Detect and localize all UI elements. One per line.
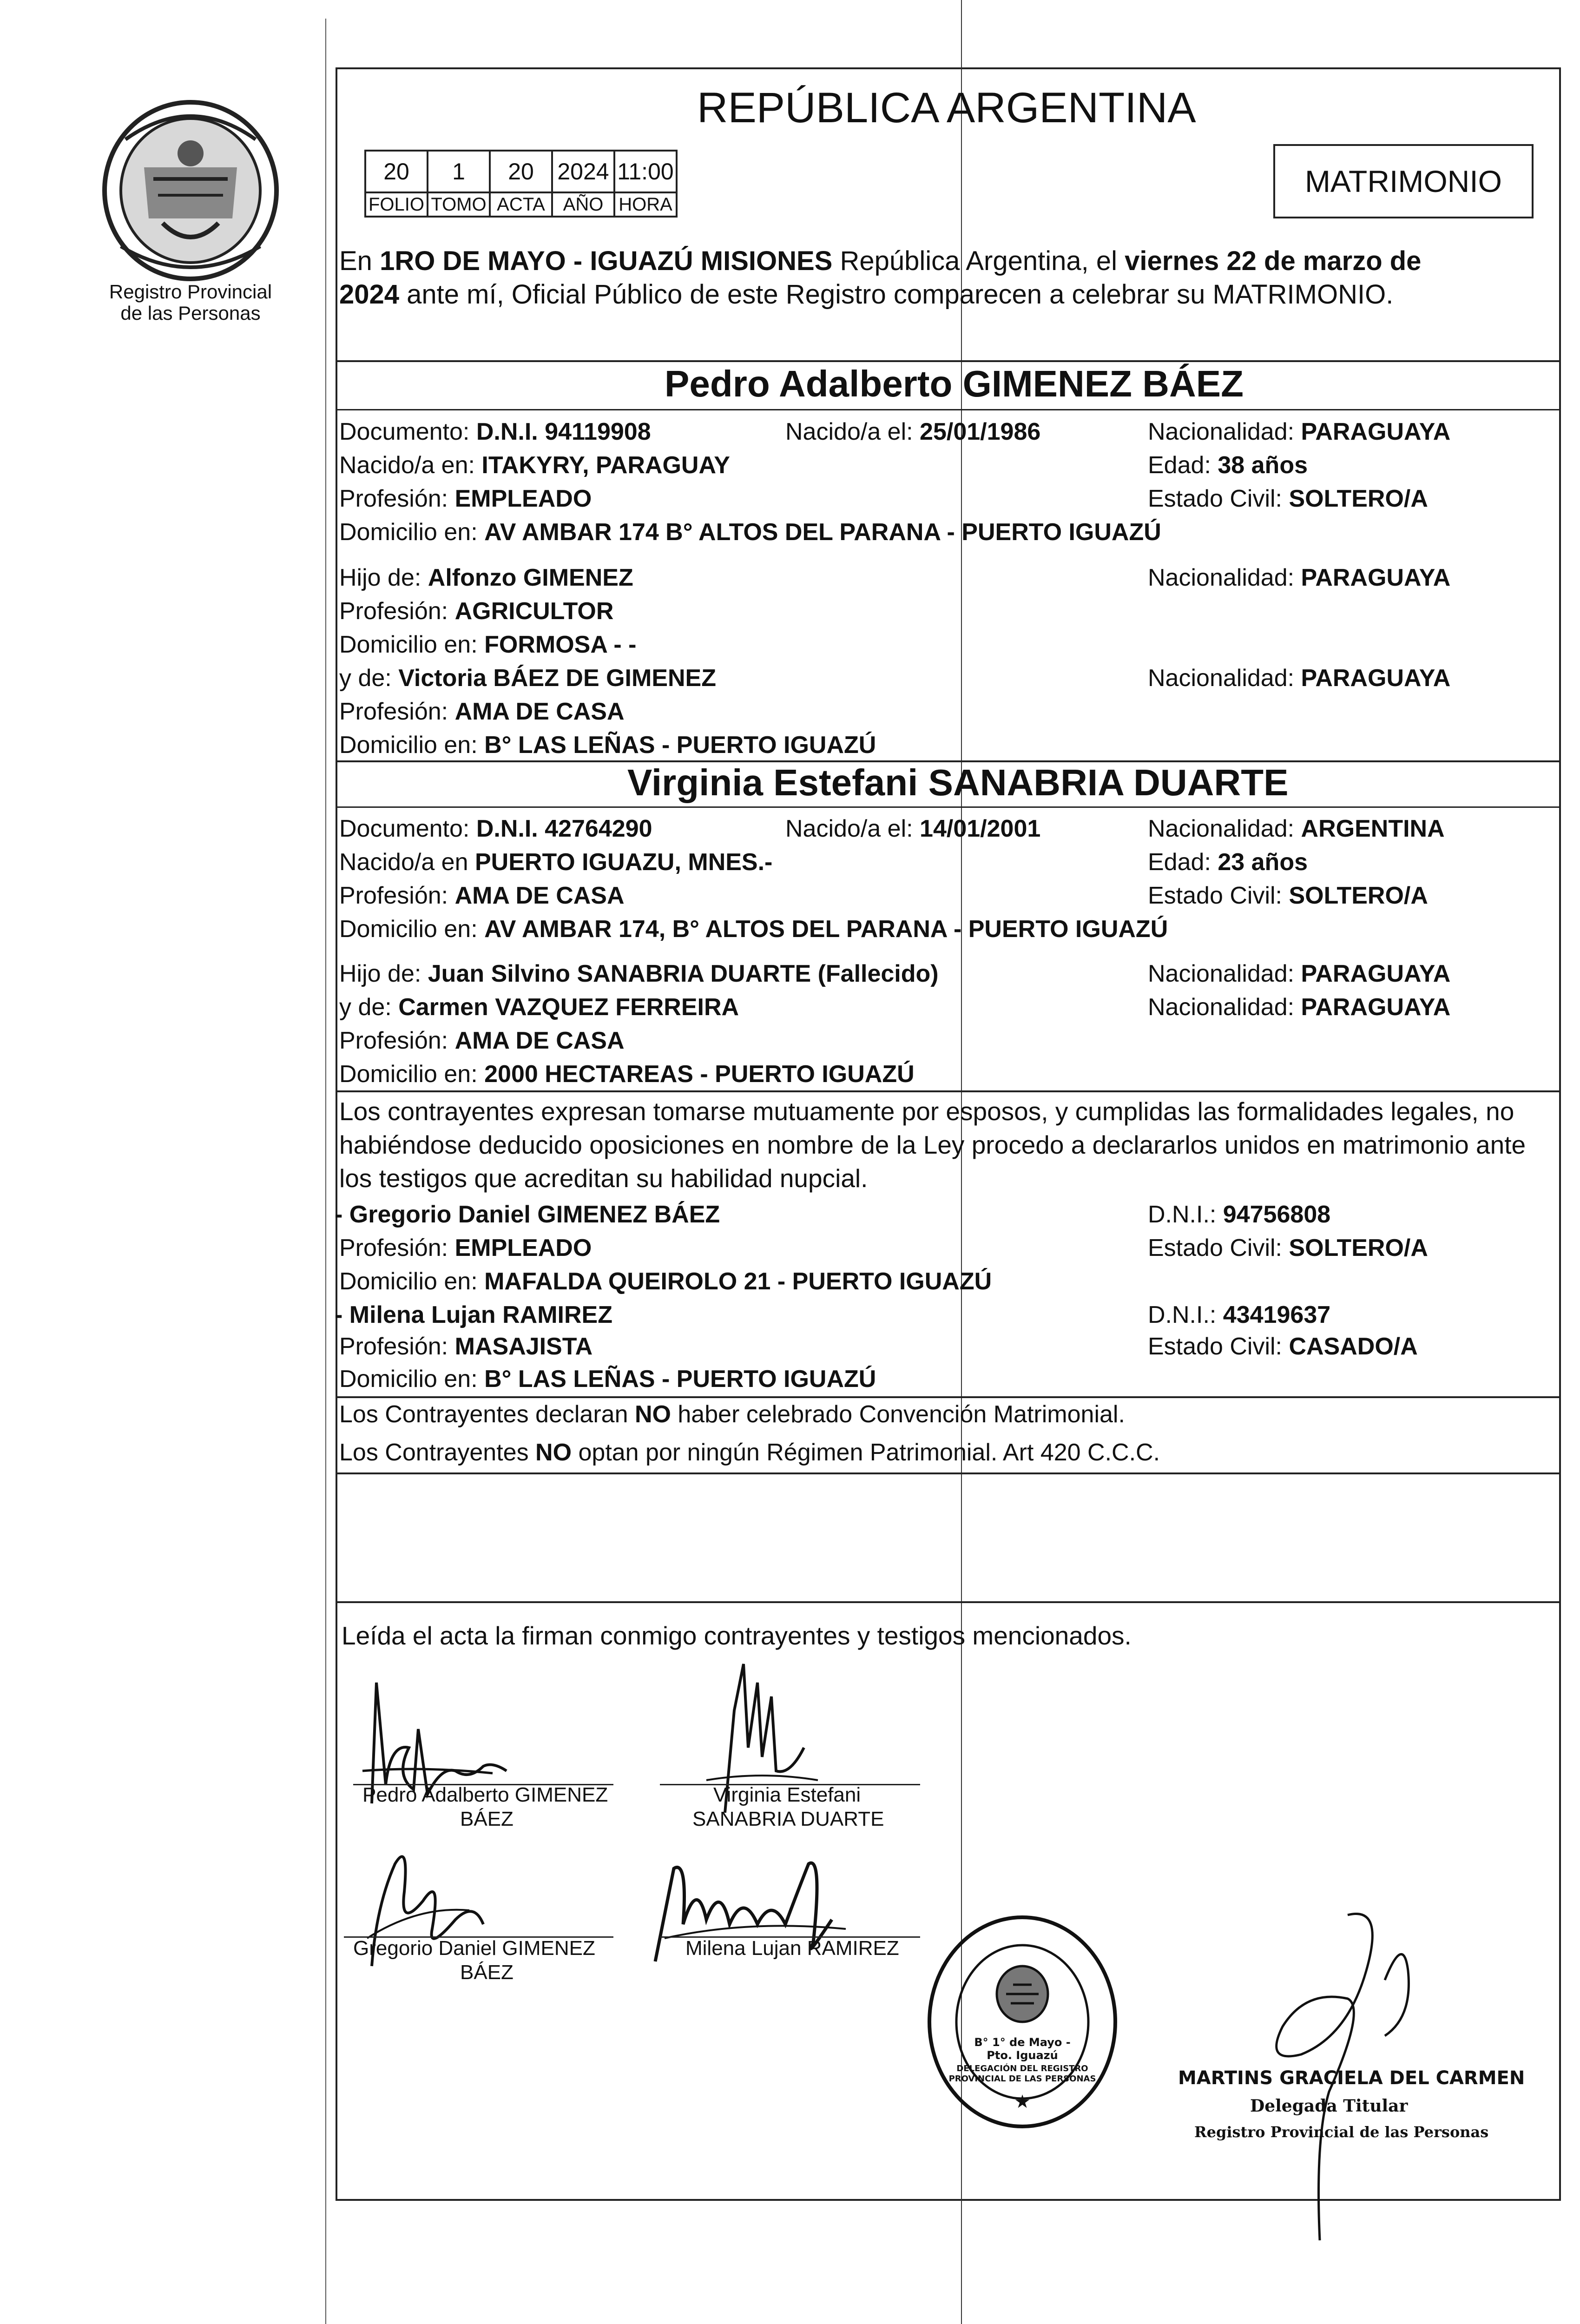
- svg-text:★: ★: [1014, 2092, 1031, 2112]
- witness-2-address: Domicilio en: B° LAS LEÑAS - PUERTO IGUAZÚ: [339, 1366, 876, 1393]
- convention-line-2: Los Contrayentes NO optan por ningún Régimen Patrimonial. Art 420 C.C.C.: [339, 1439, 1160, 1466]
- groom-mother: y de: Victoria BÁEZ DE GIMENEZ: [339, 665, 717, 692]
- frame-left-border: [336, 67, 337, 2201]
- notes-divider-bottom: [336, 1601, 1561, 1603]
- signature-3-name-l1: Gregorio Daniel GIMENEZ: [353, 1937, 595, 1960]
- act-type-box: MATRIMONIO: [1273, 144, 1534, 218]
- groom-age: Edad: 38 años: [1148, 452, 1308, 479]
- ano-value: 2024: [551, 150, 615, 193]
- hora-label: HORA: [613, 191, 678, 218]
- tomo-label: TOMO: [427, 191, 491, 218]
- hora-value: 11:00: [613, 150, 678, 193]
- bride-name-underline: [336, 806, 1561, 808]
- registry-logo: [93, 98, 288, 339]
- margin-line: [325, 19, 326, 2324]
- declaration-line-3: los testigos que acreditan su habilidad nupcial.: [339, 1164, 868, 1193]
- groom-nationality: Nacionalidad: PARAGUAYA: [1148, 418, 1451, 445]
- seal-inner-text: B° 1° de Mayo - Pto. Iguazú: [974, 2036, 1071, 2062]
- groom-document: Documento: D.N.I. 94119908: [339, 418, 651, 445]
- groom-birthdate: Nacido/a el: 25/01/1986: [785, 418, 1041, 445]
- bride-profession: Profesión: AMA DE CASA: [339, 882, 625, 909]
- bride-mother-nationality: Nacionalidad: PARAGUAYA: [1148, 994, 1451, 1021]
- groom-father-profession: Profesión: AGRICULTOR: [339, 598, 614, 625]
- bride-birthplace: Nacido/a en PUERTO IGUAZU, MNES.-: [339, 849, 773, 876]
- signature-1-name-l1: Pedro Adalberto GIMENEZ: [362, 1783, 608, 1806]
- seal-ring-text: DELEGACIÓN DEL REGISTRO PROVINCIAL DE LAS PERSONAS: [948, 2064, 1096, 2084]
- bride-father: Hijo de: Juan Silvino SANABRIA DUARTE (Fallecido): [339, 960, 939, 987]
- witness-2-name: - Milena Lujan RAMIREZ: [335, 1301, 612, 1328]
- bride-age: Edad: 23 años: [1148, 849, 1308, 876]
- witness-1-name: - Gregorio Daniel GIMENEZ BÁEZ: [335, 1201, 720, 1228]
- witness-2-dni: D.N.I.: 43419637: [1148, 1301, 1331, 1328]
- groom-civil-status: Estado Civil: SOLTERO/A: [1148, 485, 1428, 512]
- frame-right-border: [1559, 67, 1561, 2201]
- bride-father-nationality: Nacionalidad: PARAGUAYA: [1148, 960, 1451, 987]
- groom-name-underline: [336, 409, 1561, 410]
- acta-value: 20: [489, 150, 553, 193]
- witness-1-address: Domicilio en: MAFALDA QUEIROLO 21 - PUERTO IGUAZÚ: [339, 1268, 992, 1295]
- closing-statement: Leída el acta la firman conmigo contrayentes y testigos mencionados.: [342, 1621, 1132, 1650]
- bride-mother: y de: Carmen VAZQUEZ FERREIRA: [339, 994, 739, 1021]
- groom-name: Pedro Adalberto GIMENEZ BÁEZ: [665, 363, 1244, 404]
- signature-3-name-l2: BÁEZ: [460, 1961, 514, 1984]
- acta-label: ACTA: [489, 191, 553, 218]
- page-title: REPÚBLICA ARGENTINA: [697, 84, 1196, 132]
- witness-1-dni: D.N.I.: 94756808: [1148, 1201, 1331, 1228]
- witness-2-civil-status: Estado Civil: CASADO/A: [1148, 1333, 1418, 1360]
- declaration-line-2: habiéndose deducido oposiciones en nombre de la Ley procedo a declararlos unidos en matrimonio ante: [339, 1130, 1526, 1159]
- groom-father-nationality: Nacionalidad: PARAGUAYA: [1148, 564, 1451, 591]
- declaration-line-1: Los contrayentes expresan tomarse mutuamente por esposos, y cumplidas las formalidades legales, no: [339, 1097, 1514, 1126]
- witness-2-profession: Profesión: MASAJISTA: [339, 1333, 593, 1360]
- bride-address: Domicilio en: AV AMBAR 174, B° ALTOS DEL PARANA - PUERTO IGUAZÚ: [339, 916, 1168, 943]
- registry-seal-icon: [925, 1910, 1120, 2133]
- bride-civil-status: Estado Civil: SOLTERO/A: [1148, 882, 1428, 909]
- official-seal: [925, 1910, 1120, 2133]
- groom-address: Domicilio en: AV AMBAR 174 B° ALTOS DEL PARANA - PUERTO IGUAZÚ: [339, 519, 1161, 546]
- groom-father-address: Domicilio en: FORMOSA - -: [339, 631, 637, 658]
- groom-birthplace: Nacido/a en: ITAKYRY, PARAGUAY: [339, 452, 730, 479]
- groom-mother-address: Domicilio en: B° LAS LEÑAS - PUERTO IGUAZÚ: [339, 732, 876, 759]
- bride-document: Documento: D.N.I. 42764290: [339, 815, 652, 842]
- intro-line-2: 2024 ante mí, Oficial Público de este Registro comparecen a celebrar su MATRIMONIO.: [339, 279, 1394, 310]
- folio-value: 20: [364, 150, 428, 193]
- tomo-value: 1: [427, 150, 491, 193]
- ano-label: AÑO: [551, 191, 615, 218]
- provincial-emblem-icon: [93, 98, 288, 284]
- official-name: MARTINS GRACIELA DEL CARMEN: [1178, 2067, 1525, 2089]
- bride-name: Virginia Estefani SANABRIA DUARTE: [627, 762, 1289, 803]
- witness-1-profession: Profesión: EMPLEADO: [339, 1235, 592, 1261]
- groom-section-divider: [336, 360, 1561, 362]
- groom-profession: Profesión: EMPLEADO: [339, 485, 592, 512]
- bride-nationality: Nacionalidad: ARGENTINA: [1148, 815, 1445, 842]
- convention-line-1: Los Contrayentes declaran NO haber celebrado Convención Matrimonial.: [339, 1401, 1125, 1428]
- frame-top-border: [336, 67, 1561, 69]
- groom-mother-profession: Profesión: AMA DE CASA: [339, 698, 625, 725]
- logo-label-line2: de las Personas: [120, 302, 261, 324]
- bride-birthdate: Nacido/a el: 14/01/2001: [785, 815, 1041, 842]
- signature-2-name-l1: Virginia Estefani: [713, 1783, 861, 1806]
- intro-line-1: En 1RO DE MAYO - IGUAZÚ MISIONES República Argentina, el viernes 22 de marzo de: [339, 246, 1422, 276]
- groom-father: Hijo de: Alfonzo GIMENEZ: [339, 564, 633, 591]
- official-title: Delegada Titular: [1250, 2096, 1408, 2116]
- witness-1-civil-status: Estado Civil: SOLTERO/A: [1148, 1235, 1428, 1261]
- logo-label-line1: Registro Provincial: [109, 281, 272, 303]
- bride-mother-profession: Profesión: AMA DE CASA: [339, 1027, 625, 1054]
- signature-2-name-l2: SANABRIA DUARTE: [692, 1808, 884, 1830]
- signature-1-name-l2: BÁEZ: [460, 1808, 514, 1830]
- signature-4-name-l1: Milena Lujan RAMIREZ: [685, 1937, 899, 1960]
- bride-mother-address: Domicilio en: 2000 HECTAREAS - PUERTO IGUAZÚ: [339, 1061, 915, 1088]
- convention-divider: [336, 1396, 1561, 1398]
- notes-divider-top: [336, 1472, 1561, 1474]
- groom-mother-nationality: Nacionalidad: PARAGUAYA: [1148, 665, 1451, 692]
- declaration-divider: [336, 1090, 1561, 1092]
- official-office: Registro Provincial de las Personas: [1194, 2123, 1489, 2141]
- folio-label: FOLIO: [364, 191, 428, 218]
